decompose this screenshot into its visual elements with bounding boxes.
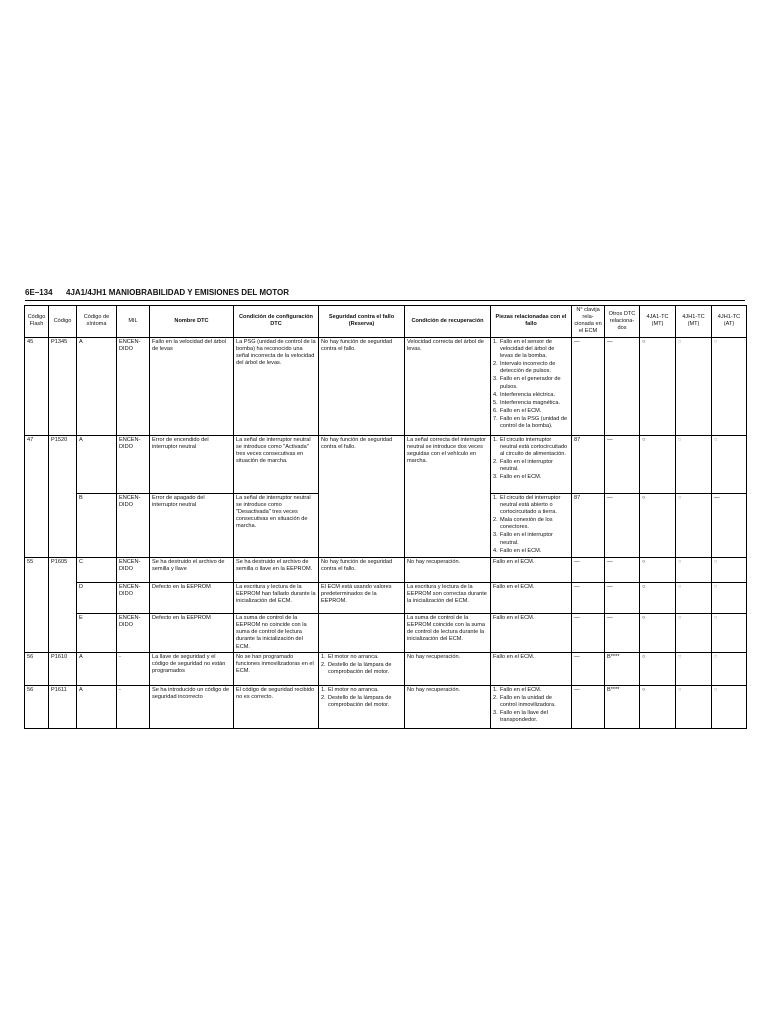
applicability-4ja1-mt: ○ — [640, 337, 676, 435]
fail-safe: El ECM está usando valores predeterminados de la EEPROM. — [319, 582, 405, 613]
mil-status: - — [117, 652, 150, 685]
symptom-code: A — [77, 337, 117, 435]
list-item: 3. Fallo en el generador de pulsos. — [493, 376, 561, 390]
page-header — [25, 286, 745, 301]
related-parts: Fallo en el ECM. — [491, 652, 572, 685]
dtc-name: Fallo en la velocidad del árbol de levas — [150, 337, 234, 435]
set-condition: El código de seguridad recibido no es correcto. — [234, 685, 319, 728]
list-item: 2. Destello de la lámpara de comprobación del motor. — [321, 694, 392, 708]
set-condition: La PSG (unidad de control de la bomba) ha reconocido una señal incorrecta de la velocidad del árbol de levas. — [234, 337, 319, 435]
mil-status: ENCEN-DIDO — [117, 613, 150, 652]
ecm-pin: 87 — [572, 493, 605, 557]
list-item: 1. El circuito interruptor neutral está cortocircuitado al circuito de alimentación. — [493, 436, 568, 457]
applicability-4jh1-at: ◌ — [712, 613, 747, 652]
table-row — [25, 557, 747, 582]
ecm-pin: — — [572, 685, 605, 728]
list-item: 2. Fallo en la unidad de control inmovilizadora. — [493, 694, 556, 708]
set-condition: No se han programado funciones inmovilizadoras en el ECM. — [234, 652, 319, 685]
applicability-4ja1-mt: ○ — [640, 435, 676, 493]
list-item: 6. Fallo en el ECM. — [493, 408, 542, 415]
ecm-pin: — — [572, 557, 605, 582]
dtc-code: P1345 — [49, 337, 77, 435]
set-condition: La escritura y lectura de la EEPROM han fallado durante la inicialización del ECM. — [234, 582, 319, 613]
list-item: 3. Fallo en la llave del transpondedor. — [493, 710, 548, 724]
fail-safe: No hay función de seguridad contra el fallo. — [319, 557, 405, 582]
symptom-code: A — [77, 685, 117, 728]
mil-status: ENCEN-DIDO — [117, 582, 150, 613]
applicability-4jh1-at: ◌ — [712, 557, 747, 582]
col-header: Código de síntoma — [77, 306, 117, 338]
applicability-4jh1-at: ◌ — [712, 652, 747, 685]
list-item: 4. Interferencia eléctrica. — [493, 391, 556, 398]
related-parts — [491, 435, 572, 493]
applicability-4jh1-at: — — [712, 493, 747, 557]
dtc-code: P1610 — [49, 652, 77, 685]
dtc-name: Error de encendido del interruptor neutral — [150, 435, 234, 493]
col-header: Código Flash — [25, 306, 49, 338]
applicability-4jh1-at: ◌ — [712, 685, 747, 728]
symptom-code: D — [77, 582, 117, 613]
set-condition: La señal de interruptor neutral se introduce como "Activada" tres veces consecutivas en situación de marcha. — [234, 435, 319, 493]
dtc-code: P1520 — [49, 435, 77, 557]
applicability-4jh1-mt: ◌ — [676, 337, 712, 435]
other-dtc: — — [605, 493, 640, 557]
applicability-4jh1-at: ◌ — [712, 337, 747, 435]
other-dtc: B**** — [605, 685, 640, 728]
page-number: 6E–134 — [25, 288, 53, 297]
table-row — [25, 652, 747, 685]
table-row — [25, 337, 747, 435]
col-header: Piezas relacionadas con el fallo — [491, 306, 572, 338]
col-header: MIL — [117, 306, 150, 338]
dtc-name: La llave de seguridad y el código de seguridad no están programados — [150, 652, 234, 685]
applicability-4jh1-at: ◌ — [712, 435, 747, 493]
set-condition: La suma de control de la EEPROM no coincide con la suma de control de lectura durante la inicialización del ECM. — [234, 613, 319, 652]
related-parts: Fallo en el ECM. — [491, 557, 572, 582]
symptom-code: B — [77, 493, 117, 557]
recovery-condition: La escritura y lectura de la EEPROM son correctas durante la inicialización del ECM. — [405, 582, 491, 613]
other-dtc: — — [605, 435, 640, 493]
list-item: 7. Fallo en la PSG (unidad de control de la bomba). — [493, 416, 568, 430]
mil-status: ENCEN-DIDO — [117, 337, 150, 435]
list-item: 1. Fallo en el ECM. — [493, 686, 542, 693]
other-dtc: B**** — [605, 652, 640, 685]
related-parts — [491, 493, 572, 557]
list-item: 1. El motor no arranca. — [321, 653, 379, 660]
applicability-4jh1-mt: ◌ — [676, 493, 712, 557]
applicability-4jh1-mt: ◌ — [676, 557, 712, 582]
dtc-name: Se ha destruido el archivo de semilla y llave — [150, 557, 234, 582]
flash-code: 47 — [25, 435, 49, 557]
list-item: 1. El motor no arranca. — [321, 686, 379, 693]
applicability-4jh1-at: ◌ — [712, 582, 747, 613]
fail-safe: No hay función de seguridad contra el fallo. — [319, 337, 405, 435]
dtc-code: P1605 — [49, 557, 77, 652]
flash-code: 45 — [25, 337, 49, 435]
dtc-code: P1611 — [49, 685, 77, 728]
applicability-4ja1-mt: ○ — [640, 582, 676, 613]
list-item: 3. Fallo en el ECM. — [493, 474, 542, 481]
applicability-4jh1-mt: ◌ — [676, 652, 712, 685]
ecm-pin: — — [572, 337, 605, 435]
col-header: Nombre DTC — [150, 306, 234, 338]
applicability-4ja1-mt: ○ — [640, 613, 676, 652]
fail-safe — [319, 613, 405, 652]
other-dtc: — — [605, 557, 640, 582]
applicability-4ja1-mt: ○ — [640, 493, 676, 557]
col-header: 4JH1-TC (MT) — [676, 306, 712, 338]
table-row — [25, 435, 747, 493]
recovery-condition: No hay recuperación. — [405, 652, 491, 685]
related-parts — [491, 337, 572, 435]
dtc-name: Defecto en la EEPROM — [150, 613, 234, 652]
col-header: Condición de configuración DTC — [234, 306, 319, 338]
col-header: 4JH1-TC (AT) — [712, 306, 747, 338]
recovery-condition: Velocidad correcta del árbol de levas. — [405, 337, 491, 435]
other-dtc: — — [605, 613, 640, 652]
ecm-pin: — — [572, 582, 605, 613]
list-item: 1. Fallo en el sensor de velocidad del árbol de levas de la bomba. — [493, 338, 555, 359]
applicability-4jh1-mt: ◌ — [676, 582, 712, 613]
col-header: 4JA1-TC (MT) — [640, 306, 676, 338]
list-item: 2. Intervalo incorrecto de detección de pulsos. — [493, 361, 556, 375]
applicability-4jh1-mt: ◌ — [676, 613, 712, 652]
symptom-code: A — [77, 435, 117, 493]
recovery-condition: No hay recuperación. — [405, 557, 491, 582]
set-condition: Se ha destruido el archivo de semilla o llave en la EEPROM. — [234, 557, 319, 582]
list-item: 4. Fallo en el ECM. — [493, 547, 542, 554]
flash-code: 56 — [25, 652, 49, 685]
flash-code: 56 — [25, 685, 49, 728]
table-row — [25, 685, 747, 728]
table-row — [25, 582, 747, 613]
list-item: 2. Fallo en el interruptor neutral. — [493, 459, 553, 473]
list-item: 1. El circuito del interruptor neutral está abierto o cortocircuitado a tierra. — [493, 494, 561, 515]
ecm-pin: 87 — [572, 435, 605, 493]
col-header: Seguridad contra el fallo (Reserva) — [319, 306, 405, 338]
applicability-4ja1-mt: ○ — [640, 557, 676, 582]
mil-status: ENCEN-DIDO — [117, 557, 150, 582]
list-item: 3. Fallo en el interruptor neutral. — [493, 532, 553, 546]
related-parts: Fallo en el ECM. — [491, 582, 572, 613]
symptom-code: A — [77, 652, 117, 685]
fail-safe — [319, 685, 405, 728]
set-condition: La señal de interruptor neutral se introduce como "Desactivada" tres veces consecutivas en situación de marcha. — [234, 493, 319, 557]
recovery-condition: La suma de control de la EEPROM coincide con la suma de control de lectura durante la inicialización del ECM. — [405, 613, 491, 652]
applicability-4ja1-mt: ○ — [640, 685, 676, 728]
table-row — [25, 613, 747, 652]
dtc-name: Defecto en la EEPROM — [150, 582, 234, 613]
mil-status: - — [117, 685, 150, 728]
dtc-name: Se ha introducido un código de seguridad incorrecto — [150, 685, 234, 728]
flash-code: 55 — [25, 557, 49, 652]
related-parts — [491, 685, 572, 728]
mil-status: ENCEN-DIDO — [117, 493, 150, 557]
table-header-row — [25, 306, 747, 338]
col-header: Condición de recuperación — [405, 306, 491, 338]
col-header: N° clavija rela-cionada en el ECM — [572, 306, 605, 338]
other-dtc: — — [605, 337, 640, 435]
fail-safe: No hay función de seguridad contra el fallo. — [319, 435, 405, 557]
related-parts: Fallo en el ECM. — [491, 613, 572, 652]
mil-status: ENCEN-DIDO — [117, 435, 150, 493]
recovery-condition: No hay recuperación. — [405, 685, 491, 728]
applicability-4jh1-mt: ◌ — [676, 685, 712, 728]
ecm-pin: — — [572, 613, 605, 652]
dtc-table — [24, 305, 747, 729]
applicability-4jh1-mt: ◌ — [676, 435, 712, 493]
page-title: 4JA1/4JH1 MANIOBRABILIDAD Y EMISIONES DEL MOTOR — [66, 288, 290, 297]
col-header: Otros DTC relaciona-dos — [605, 306, 640, 338]
ecm-pin: — — [572, 652, 605, 685]
list-item: 2. Destello de la lámpara de comprobación del motor. — [321, 661, 392, 675]
applicability-4ja1-mt: ○ — [640, 652, 676, 685]
dtc-name: Error de apagado del interruptor neutral — [150, 493, 234, 557]
list-item: 2. Mala conexión de los conectores. — [493, 517, 553, 531]
symptom-code: C — [77, 557, 117, 582]
list-item: 5. Interferencia magnética. — [493, 399, 561, 406]
fail-safe — [319, 652, 405, 685]
recovery-condition: La señal correcta del interruptor neutral se introduce dos veces seguidas con el vehículo en marcha. — [405, 435, 491, 557]
symptom-code: E — [77, 613, 117, 652]
col-header: Código — [49, 306, 77, 338]
other-dtc: — — [605, 582, 640, 613]
